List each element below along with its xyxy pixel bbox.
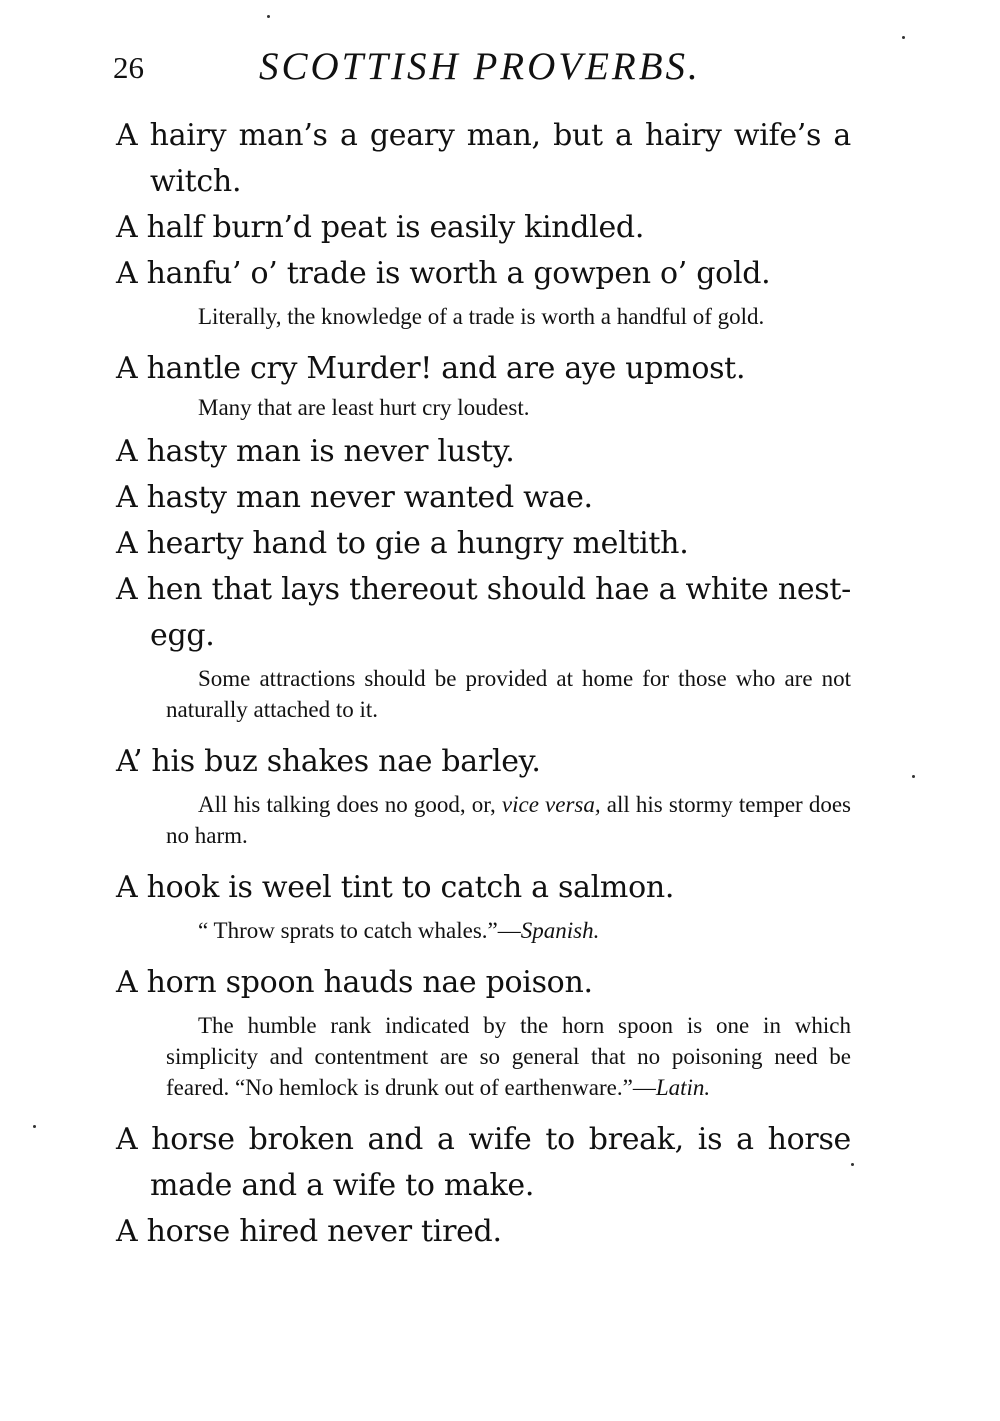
proverb-note: Some attractions should be provided at home for those who are not naturally attached to it. [166, 666, 851, 722]
proverb-entry [116, 1117, 851, 1209]
proverb-text: A’ his buz shakes nae barley. [116, 744, 541, 779]
proverb-text: A hasty man never wanted wae. [116, 480, 593, 515]
page-number: 26 [113, 50, 144, 85]
proverb-entry [116, 475, 851, 521]
proverb-text: A hanfu’ o’ trade is worth a gowpen o’ gold. [116, 256, 771, 291]
proverb-entry [116, 960, 851, 1103]
proverb-text: A half burn’d peat is easily kindled. [116, 210, 645, 245]
proverb-entry [116, 346, 851, 423]
proverb-text: A horse broken and a wife to break, is a horse made and a wife to make. [116, 1122, 851, 1203]
note-text: All his talking does no good, or, [198, 792, 502, 817]
proverb-entry [116, 1209, 851, 1255]
note-text: “ Throw sprats to catch whales.”— [198, 918, 521, 943]
proverb-text: A hasty man is never lusty. [116, 434, 515, 469]
note-source: Latin. [655, 1075, 711, 1100]
print-speck [33, 1125, 36, 1128]
proverb-entry [116, 113, 851, 205]
note-text: The humble rank indicated by the horn spoon is one in which simplicity and contentment are so general that no poisoning need be feared. “No hemlock is drunk out of earthenware.”— [166, 1013, 851, 1100]
proverb-note [116, 915, 851, 946]
proverb-text: A horn spoon hauds nae poison. [116, 965, 593, 1000]
page-header [113, 44, 863, 94]
proverb-entry [116, 429, 851, 475]
proverb-note: Many that are least hurt cry loudest. [198, 395, 530, 420]
proverb-text: A horse hired never tired. [116, 1214, 502, 1249]
proverb-entry [116, 251, 851, 332]
proverb-entry [116, 865, 851, 946]
proverb-text: A hook is weel tint to catch a salmon. [116, 870, 675, 905]
print-speck [267, 15, 270, 18]
proverb-text: A hairy man’s a geary man, but a hairy wife’s a witch. [116, 118, 851, 199]
print-speck [912, 775, 915, 778]
proverb-note [116, 1010, 851, 1103]
note-source: Spanish. [520, 918, 600, 943]
proverb-text: A hantle cry Murder! and are aye upmost. [116, 351, 746, 386]
proverb-entry [116, 567, 851, 725]
note-text: all his stormy temper does no harm. [166, 792, 851, 848]
proverb-entry [116, 521, 851, 567]
print-speck [851, 1163, 854, 1166]
proverb-text: A hearty hand to gie a hungry meltith. [116, 526, 689, 561]
proverb-note [116, 789, 851, 851]
proverb-entry [116, 739, 851, 851]
proverb-entry [116, 205, 851, 251]
print-speck [902, 36, 905, 39]
proverb-note: Literally, the knowledge of a trade is worth a handful of gold. [198, 304, 765, 329]
proverb-text: A hen that lays thereout should hae a white nest-egg. [116, 572, 851, 653]
proverb-list [116, 113, 851, 1255]
note-italic: vice versa, [501, 792, 601, 817]
running-title: SCOTTISH PROVERBS. [259, 45, 701, 88]
